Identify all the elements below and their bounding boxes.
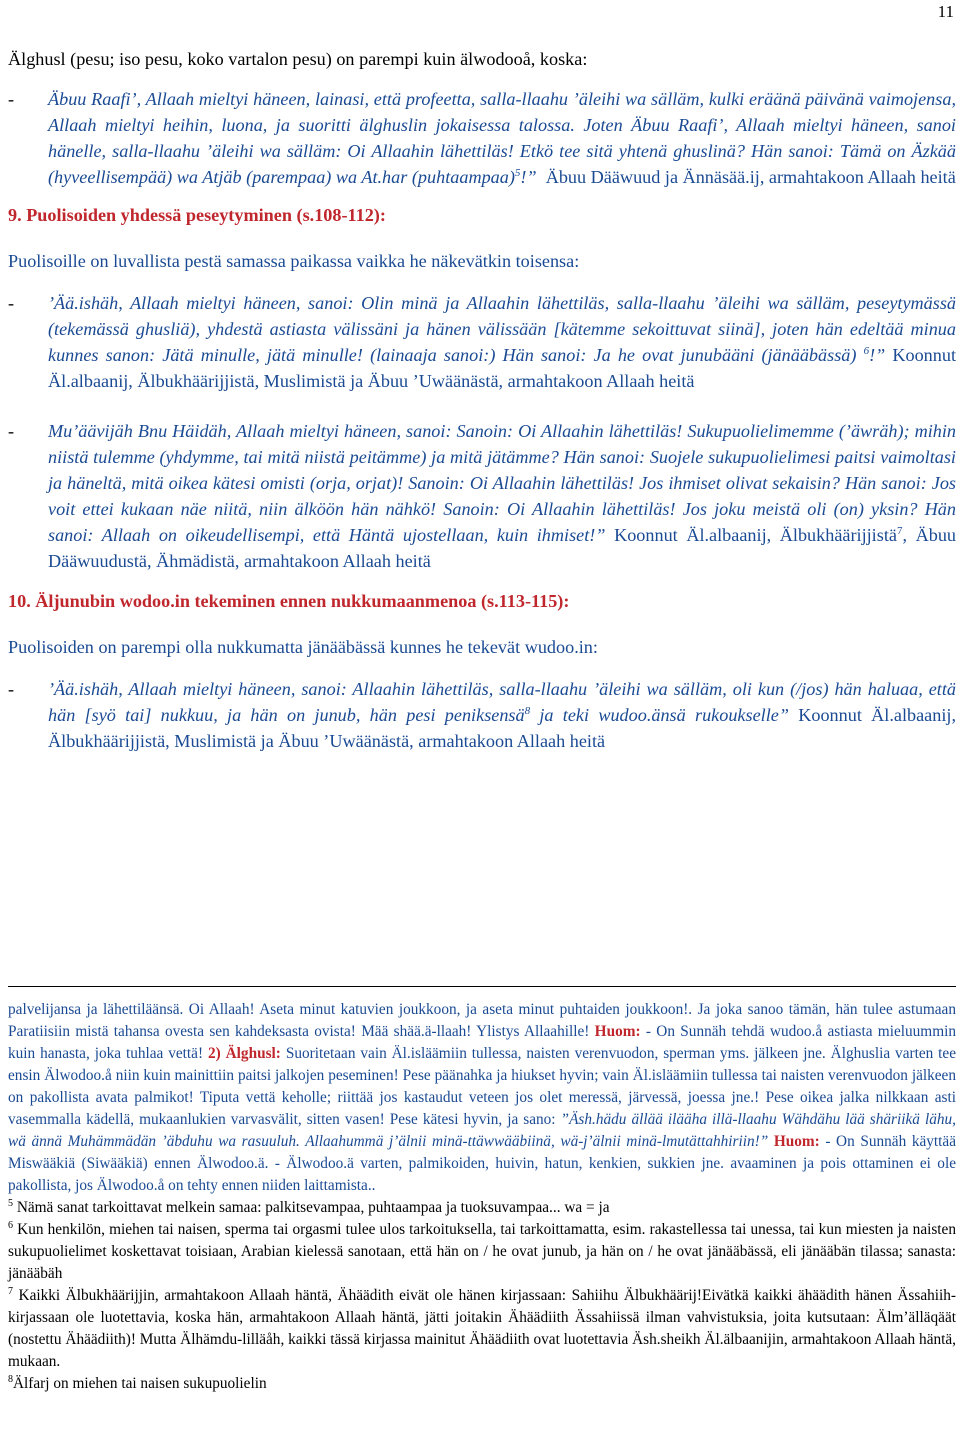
hadith-quote: Äbuu Raafi’, Allaah mieltyi häneen, lainasi, että profeetta, salla-llaahu ’äleihi wa sälläm, kulki eräänä päivänä vaimojensa, Allaah mieltyi heihin, luona, ja suoritti älghuslin jokaisessa talossa. Joten Äbuu Raafi’, Allaah mieltyi häneen, sanoi hänelle, salla-llaahu ’äleihi wa sälläm: Oi Allaahin lähettiläs! Etkö tee sitä yhtenä ghuslinä? Hän sanoi: Tämä on Äzkää (hyveellisempää) wa Atjäb (parempaa) wa At.har (puhtaampaa) bbox=[48, 89, 956, 187]
hadith-source: Koonnut Äl.albaanij, Älbukhäärijjistä, Muslimistä ja Äbuu ’Uwäänästä, armahtakoon Allaah heitä bbox=[48, 705, 957, 751]
footnote-text: Kaikki Älbukhäärijjin, armahtakoon Allaah häntä, Ähäädith eivät ole hänen kirjassaan: Sahiihu Älbukhäärij!Eivätkä kaikki ähäädith hänen Ässahiih-kirjassaan ole luotettavia, koska hän, armahtakoon Allaah häntä, jätti joitakin Ähäädiith Ässahiissä ilman vahvistuksia, joita kutsutaan: Älm’älläqäät (nostettu Ähäädiith)! Mutta Älhämdu-lilläåh, kaikki tässä kirjassa mainitut Ähäädiith ovat luotettavia Äsh.sheikh Äl.älbaanijin, armahtakoon Allaah häntä, mukaan. bbox=[8, 1287, 956, 1370]
footnote-text: Kun henkilön, miehen tai naisen, sperma tai orgasmi tulee ulos tarkoituksella, tai tarkoittamatta, esim. rakastellessa tai unessa, tai kun miesten ja naisten sukupuolielimet koskettavat toisiaan, Arabian kielessä sanotaan, että hän on / he ovat junub, ja hän on / he ovat jänääbässä, eli jänääbän tilassa; sanasta: jänääbäh bbox=[8, 1221, 956, 1282]
footnote-ref[interactable]: 8 bbox=[524, 704, 531, 717]
note-text: palvelijansa ja lähettiläänsä. Oi Allaah! Aseta minut katuvien joukkoon, ja aseta minut puhtaiden joukkoon!. Ja joka sanoo tämän, hän tulee astumaan Paratiisiin mistä tahansa ovesta sen kahdeksasta ovista! Mää shää.ä-llaah! Ylistys Allaahille! bbox=[8, 1001, 956, 1040]
list-item bbox=[8, 676, 956, 754]
footnote-ref[interactable]: 6 bbox=[863, 344, 870, 357]
hadith-quote: Mu’äävijäh Bnu Häidäh, Allaah mieltyi häneen, sanoi: Sanoin: Oi Allaahin lähettiläs! Sukupuolielimemme (’äwräh); mihin niistä tulemme (yhdymme, tai mitä niistä peitämme) ja mitä jätämme? Hän sanoi: Suojele sukupuolielimesi paitsi vaimoltasi ja häneltä, mitä oikea kätesi omisti (orja, orjat)! Sanoin: Oi Allaahin lähettiläs! Jos ihmiset olivat sekaisin? Hän sanoi: Jos voit ettei kukaan näe niitä, niin älköön hän nähkö! Sanoin: Oi Allaahin lähettiläs! Jos joku meistä oli (on) yksin? Hän sanoi: Allaah on oikeudellisempi, että Häntä ujostellaan, kuin ihmiset!” bbox=[48, 421, 956, 545]
footnote-text: Nämä sanat tarkoittavat melkein samaa: palkitsevampaa, puhtaampaa ja tuoksuvampaa... wa = ja bbox=[13, 1199, 610, 1216]
footnote-separator bbox=[8, 986, 956, 987]
ghusl-label: 2) Älghusl: bbox=[207, 1045, 281, 1062]
footnote-number: 5 bbox=[8, 1197, 13, 1209]
hadith-text bbox=[48, 418, 956, 574]
note-text: - On Sunnäh tehdä wudoo.å astiasta mieluummin kuin hanasta, joka tuhlaa vettä! bbox=[8, 1023, 956, 1062]
list-dash: - bbox=[8, 89, 15, 109]
hadith-text bbox=[48, 86, 956, 190]
footnote-continuation bbox=[8, 999, 956, 1197]
hadith-source-cont: , Äbuu Dääwuudustä, Ähmädistä, armahtakoon Allaah heitä bbox=[48, 525, 957, 571]
footnotes bbox=[8, 999, 956, 1395]
intro-paragraph: Älghusl (pesu; iso pesu, koko vartalon pesu) on parempi kuin älwodooå, koska: bbox=[8, 49, 588, 69]
list-item bbox=[8, 86, 956, 190]
list-dash: - bbox=[8, 293, 15, 313]
quote-end: !” bbox=[869, 345, 886, 365]
quote-end: !” bbox=[520, 167, 537, 187]
section-10-paragraph: Puolisoiden on parempi olla nukkumatta jänääbässä kunnes he tekevät wudoo.in: bbox=[8, 637, 598, 657]
footnote-number: 7 bbox=[8, 1285, 13, 1297]
huom-label: Huom: bbox=[594, 1023, 641, 1040]
list-dash: - bbox=[8, 679, 15, 699]
footnote-number: 8 bbox=[8, 1373, 13, 1385]
footnote-5 bbox=[8, 1197, 956, 1219]
hadith-source: Äbuu Dääwuud ja Ännäsää.ij, armahtakoon Allaah heitä bbox=[545, 167, 956, 187]
list-item bbox=[8, 418, 956, 574]
list-dash: - bbox=[8, 421, 15, 441]
section-heading-9: 9. Puolisoiden yhdessä peseytyminen (s.108-112): bbox=[8, 205, 386, 225]
huom-label: Huom: bbox=[773, 1133, 820, 1150]
hadith-text bbox=[48, 290, 956, 394]
footnote-number: 6 bbox=[8, 1219, 13, 1231]
list-item bbox=[8, 290, 956, 394]
footnote-ref[interactable]: 5 bbox=[514, 166, 521, 179]
hadith-quote-cont: ja teki wudoo.änsä rukoukselle” bbox=[530, 705, 789, 725]
hadith-source: Koonnut Äl.albaanij, Älbukhäärijjistä, Muslimistä ja Äbuu ’Uwäänästä, armahtakoon Allaah heitä bbox=[48, 345, 957, 391]
hadith-quote: ’Ää.ishäh, Allaah mieltyi häneen, sanoi: Allaahin lähettiläs, salla-llaahu ’äleihi wa sälläm, oli kun (/jos) hän haluaa, että hän [syö tai] nukkuu, ja hän on junub, hän pesi peniksensä bbox=[48, 679, 956, 725]
hadith-text bbox=[48, 676, 956, 754]
main-text bbox=[8, 46, 956, 754]
dua-text: ”Äsh.hädu ällää ilääha illä-llaahu Wähdähu lää shäriikä lähu, wä ännä Muhämmädän ’äbduhu wa rasuuluh. Allaahummä j’älnii minä-ttäwwääbiinä, wä-j’älnii minä-lmutättahhiriin!” bbox=[8, 1111, 956, 1150]
footnote-ref[interactable]: 7 bbox=[896, 524, 903, 537]
note-text: Suoritetaan vain Äl.isläämiin tullessa, naisten verenvuodon, sperman yms. jälkeen jne. Älghuslia varten tee ensin Älwodoo.å niin kuin mainittiin paitsi jalkojen peseminen! Pese päänahka ja hiukset hyvin; vain Äl.isläämiin tullessa tai naisten verenvuodon jälkeen on pakollista avata palmikot! Tiputa vettä keholle; riittää jos kastaudut veteen jos olet meressä, järvessä, joessa jne.! Pese oikea jalka nilkkaan asti vasemmalla kädellä, mukaanlukien varvasvälit, sitten vasen! Pese kätesi hyvin, ja sano: bbox=[8, 1045, 957, 1128]
footnote-text: Älfarj on miehen tai naisen sukupuolielin bbox=[13, 1375, 267, 1392]
section-9-paragraph: Puolisoille on luvallista pestä samassa paikassa vaikka he näkevätkin toisensa: bbox=[8, 251, 580, 271]
footnote-8 bbox=[8, 1373, 956, 1395]
page-number: 11 bbox=[937, 2, 954, 21]
hadith-source: Koonnut Äl.albaanij, Älbukhäärijjistä bbox=[614, 525, 897, 545]
note-text: - On Sunnäh käyttää Miswääkiä (Siwääkiä) ennen Älwodoo.ä. - Älwodoo.ä varten, palmikoiden, huivin, hatun, kenkien, sukkien jne. avaaminen ja pois ottaminen ei ole pakollista, jos Älwodoo.å on tehty ennen niiden laittamista.. bbox=[8, 1133, 956, 1194]
footnote-7 bbox=[8, 1285, 956, 1373]
hadith-quote: ’Ää.ishäh, Allaah mieltyi häneen, sanoi: Olin minä ja Allaahin lähettiläs, salla-llaahu ’äleihi wa sälläm, peseytymässä (tekemässä ghusliä), yhdestä astiasta välissäni ja hänen välissään [kätemme sekoittuvat siinä], joten hän edeltää minua kunnes sanon: Jätä minulle, jätä minulle! (lainaaja sanoi:) Hän sanoi: Ja he ovat junubääni (jänääbässä) bbox=[48, 293, 956, 365]
section-heading-10: 10. Äljunubin wodoo.in tekeminen ennen nukkumaanmenoa (s.113-115): bbox=[8, 591, 570, 611]
footnote-6 bbox=[8, 1219, 956, 1285]
